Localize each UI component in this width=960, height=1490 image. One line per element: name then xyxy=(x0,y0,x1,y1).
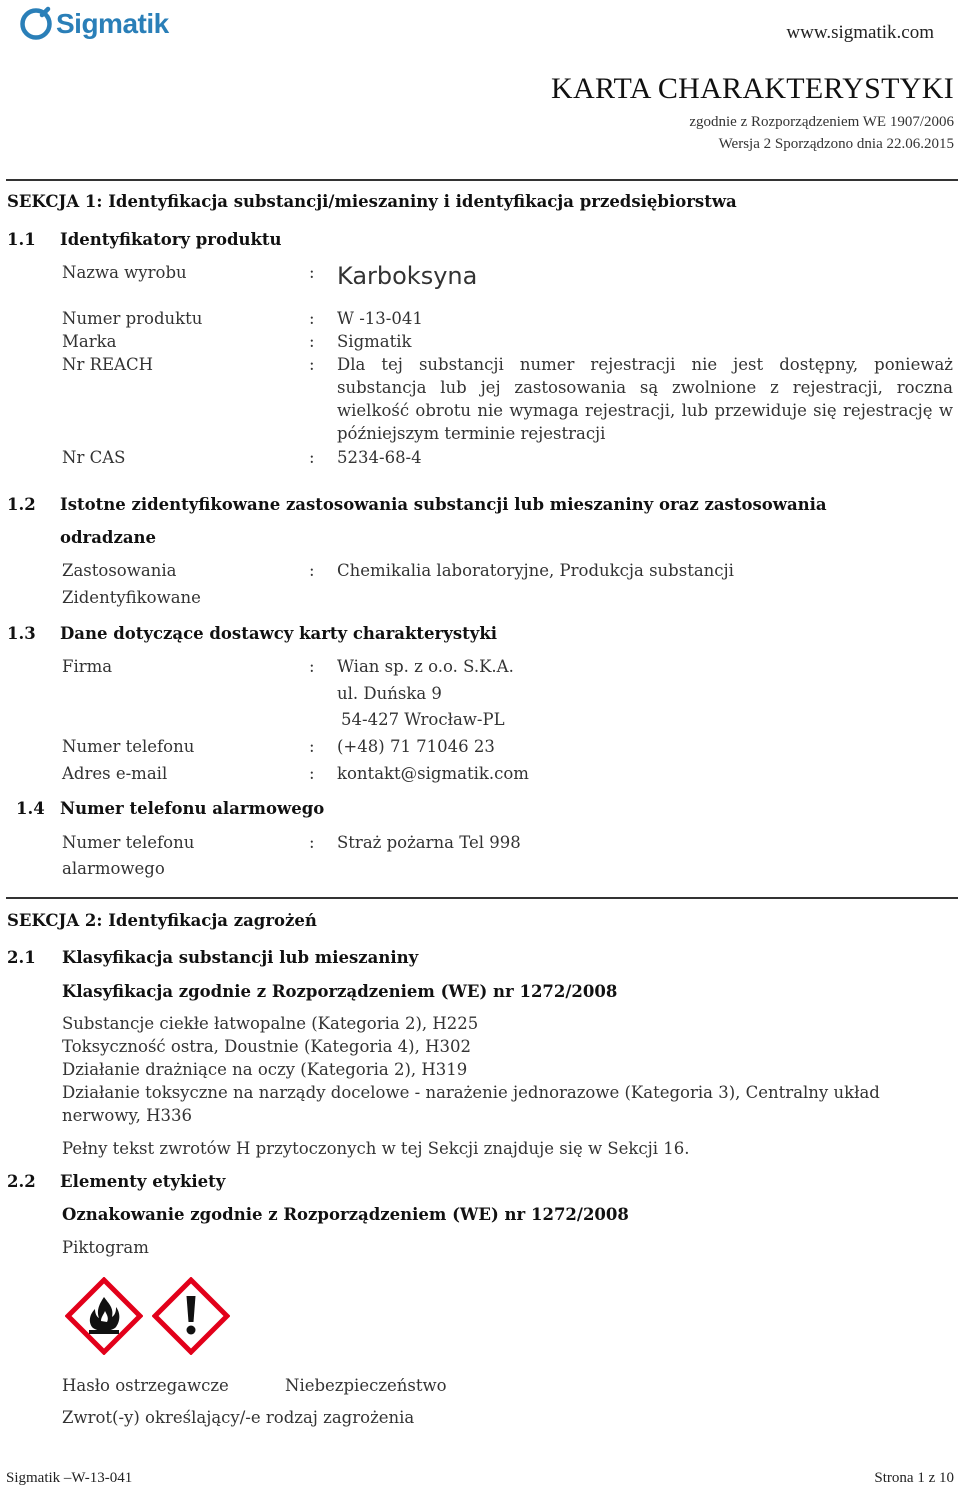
section-2-title: SEKCJA 2: Identyfikacja zagrożeń xyxy=(7,911,317,930)
section-rule xyxy=(6,897,958,899)
brand-label: Marka xyxy=(62,332,117,351)
version-note: Wersja 2 Sporządzono dnia 22.06.2015 xyxy=(718,136,954,152)
pictogram-label: Piktogram xyxy=(62,1238,149,1257)
emergency-value: Straż pożarna Tel 998 xyxy=(337,833,521,852)
header-rule xyxy=(6,179,958,181)
email-label: Adres e-mail xyxy=(62,764,168,783)
colon: : xyxy=(309,833,315,852)
product-name: Karboksyna xyxy=(337,262,478,290)
company-city: 54-427 Wrocław-PL xyxy=(341,710,505,729)
phone-value: (+48) 71 71046 23 xyxy=(337,737,495,756)
document-title: KARTA CHARAKTERYSTYKI xyxy=(551,72,954,105)
signal-word-value: Niebezpieczeństwo xyxy=(285,1376,447,1395)
subsection-1-2-number: 1.2 xyxy=(7,495,36,514)
subsection-2-1-title: Klasyfikacja substancji lub mieszaniny xyxy=(62,948,419,967)
reach-value: Dla tej substancji numer rejestracji nie jest dostępny, ponieważ substancja lub jej zastosowania są zwolnione z rejestracji, roczna wielkość obrotu nie wymaga rejestracji, lub przewiduje się rejestrację w późniejszym terminie rejestracji xyxy=(337,355,953,443)
ghs-exclamation-icon xyxy=(152,1277,230,1355)
emergency-label-line2: alarmowego xyxy=(62,859,165,878)
footer-page-number: Strona 1 z 10 xyxy=(874,1470,954,1486)
subsection-1-1-title: Identyfikatory produktu xyxy=(60,230,282,249)
colon: : xyxy=(309,561,315,580)
subsection-2-2-title: Elementy etykiety xyxy=(60,1172,226,1191)
subsection-1-4-title: Numer telefonu alarmowego xyxy=(60,799,325,818)
regulation-note: zgodnie z Rozporządzeniem WE 1907/2006 xyxy=(689,114,954,130)
cas-value: 5234-68-4 xyxy=(337,448,422,467)
uses-value: Chemikalia laboratoryjne, Produkcja substancji xyxy=(337,561,734,580)
classification-line: Substancje ciekłe łatwopalne (Kategoria 2), H225 xyxy=(62,1014,479,1033)
subsection-1-2-title-line1: Istotne zidentyfikowane zastosowania substancji lub mieszaniny oraz zastosowania xyxy=(60,495,827,514)
subsection-1-3-number: 1.3 xyxy=(7,624,36,643)
subsection-1-1-number: 1.1 xyxy=(7,230,36,249)
company-name: Wian sp. z o.o. S.K.A. xyxy=(337,657,514,676)
subsection-1-4-number: 1.4 xyxy=(16,799,45,818)
product-number-label: Numer produktu xyxy=(62,309,203,328)
classification-subtitle: Klasyfikacja zgodnie z Rozporządzeniem (WE) nr 1272/2008 xyxy=(62,982,618,1001)
company-street: ul. Duńska 9 xyxy=(337,684,442,703)
reach-label: Nr REACH xyxy=(62,355,153,374)
classification-line: Działanie toksyczne na narządy docelowe - narażenie jednorazowe (Kategoria 3), Centralny układ xyxy=(62,1083,880,1102)
phone-label: Numer telefonu xyxy=(62,737,195,756)
signal-word-label: Hasło ostrzegawcze xyxy=(62,1376,229,1395)
logo-wordmark: Sigmatik xyxy=(56,8,169,39)
classification-line: nerwowy, H336 xyxy=(62,1106,192,1125)
footer-document-id: Sigmatik –W-13-041 xyxy=(6,1470,133,1486)
company-logo xyxy=(18,6,169,42)
subsection-1-2-title-line2: odradzane xyxy=(60,528,157,547)
subsection-1-3-title: Dane dotyczące dostawcy karty charakterystyki xyxy=(60,624,498,643)
uses-label-line1: Zastosowania xyxy=(62,561,177,580)
colon: : xyxy=(309,737,315,756)
email-link[interactable]: kontakt@sigmatik.com xyxy=(337,764,529,783)
colon: : xyxy=(309,355,315,374)
hazard-statements-label: Zwrot(-y) określający/-e rodzaj zagrożenia xyxy=(62,1408,415,1427)
uses-label-line2: Zidentyfikowane xyxy=(62,588,201,607)
h-statements-note: Pełny tekst zwrotów H przytoczonych w tej Sekcji znajduje się w Sekcji 16. xyxy=(62,1139,690,1158)
classification-line: Działanie drażniące na oczy (Kategoria 2), H319 xyxy=(62,1060,468,1079)
emergency-label-line1: Numer telefonu xyxy=(62,833,195,852)
cas-label: Nr CAS xyxy=(62,448,126,467)
colon: : xyxy=(309,657,315,676)
product-number: W -13-041 xyxy=(337,309,423,328)
classification-line: Toksyczność ostra, Doustnie (Kategoria 4), H302 xyxy=(62,1037,471,1056)
colon: : xyxy=(309,332,315,351)
colon: : xyxy=(309,263,315,282)
ghs-flame-icon xyxy=(65,1277,143,1355)
brand-value: Sigmatik xyxy=(337,332,412,351)
subsection-2-2-number: 2.2 xyxy=(7,1172,36,1191)
labelling-subtitle: Oznakowanie zgodnie z Rozporządzeniem (WE) nr 1272/2008 xyxy=(62,1205,629,1224)
subsection-2-1-number: 2.1 xyxy=(7,948,36,967)
colon: : xyxy=(309,309,315,328)
company-label: Firma xyxy=(62,657,113,676)
website-link[interactable]: www.sigmatik.com xyxy=(786,22,934,43)
colon: : xyxy=(309,764,315,783)
product-name-label: Nazwa wyrobu xyxy=(62,263,187,282)
section-1-title: SEKCJA 1: Identyfikacja substancji/mieszaniny i identyfikacja przedsiębiorstwa xyxy=(7,192,737,211)
colon: : xyxy=(309,448,315,467)
sigmatik-logo-icon xyxy=(18,6,54,42)
